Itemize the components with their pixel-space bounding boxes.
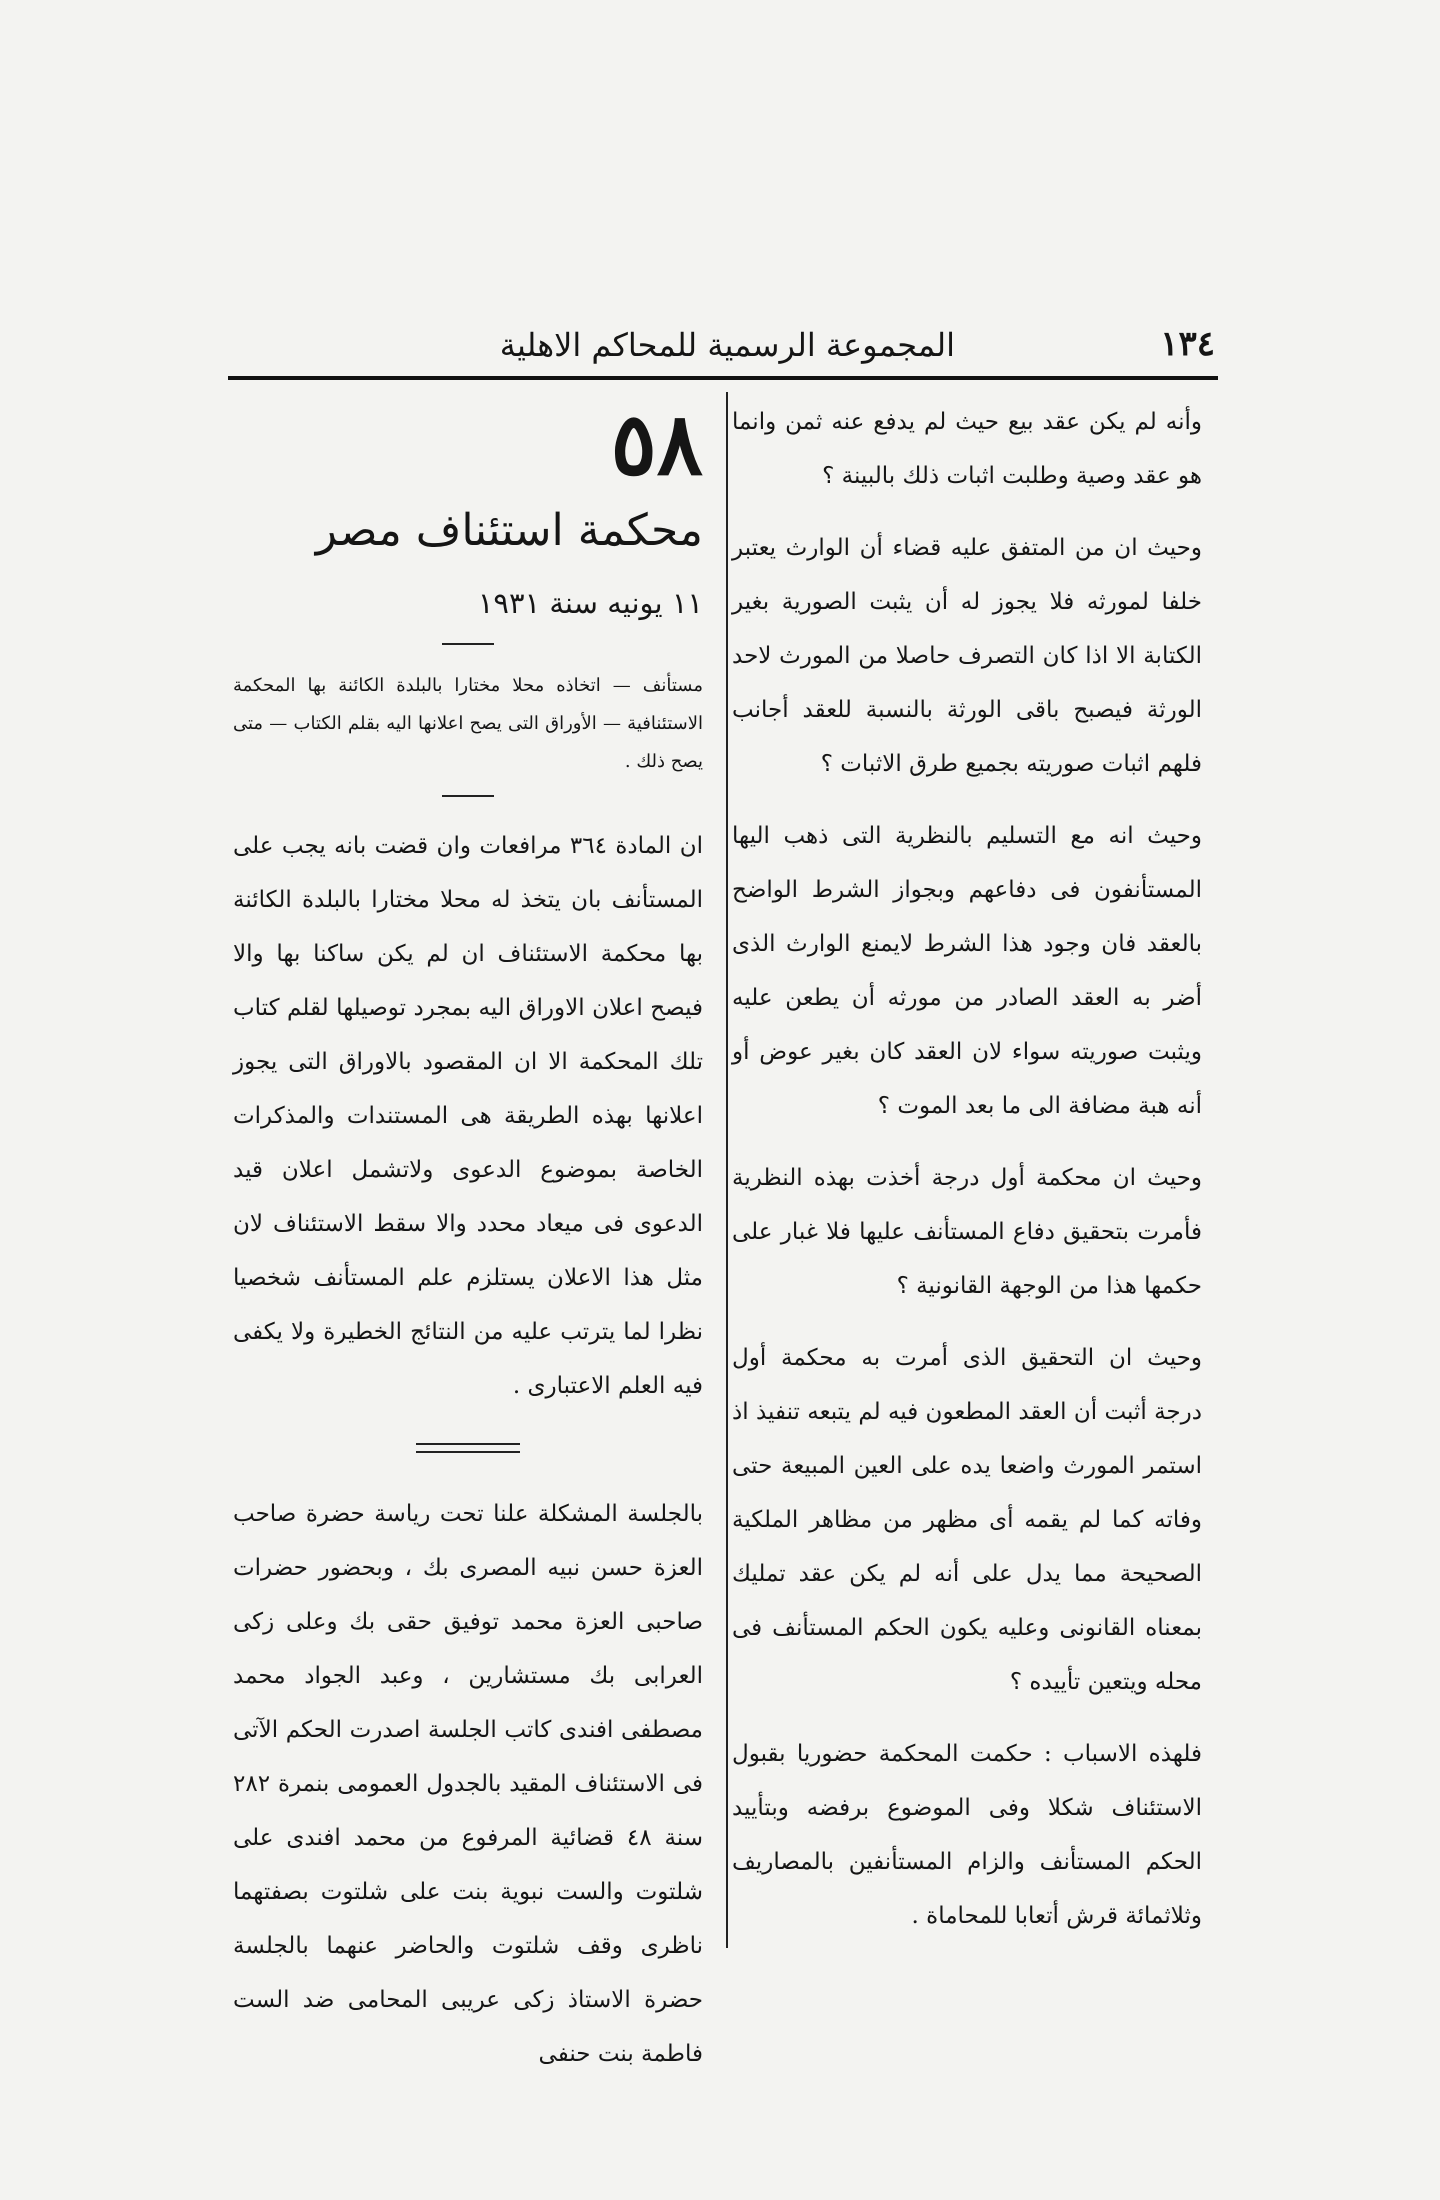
page-number: ١٣٤	[1160, 324, 1215, 364]
paragraph: وحيث ان التحقيق الذى أمرت به محكمة أول درجة أثبت أن العقد المطعون فيه لم يتبعه تنفيذ اذ استمر المورث واضعا يده على العين المبيعة حتى وفاته كما لم يقمه أى مظهر من مظاهر الملكية الصحيحة مما يدل على أنه لم يكن عقد تمليك بمعناه القانونى وعليه يكون الحكم المستأنف فى محله ويتعين تأييده ؟	[732, 1345, 1202, 1695]
headnote: مستأنف — اتخاذه محلا مختارا بالبلدة الكائنة بها المحكمة الاستئنافية — الأوراق التى يصح اعلانها اليه بقلم الكتاب — متى يصح ذلك .	[233, 675, 703, 772]
paragraph: وحيث انه مع التسليم بالنظرية التى ذهب اليها المستأنفون فى دفاعهم وبجواز الشرط الواضح بالعقد فان وجود هذا الشرط لايمنع الوارث الذى أضر به العقد الصادر من مورثه أن يطعن عليه ويثبت صوريته سواء لان العقد كان بغير عوض أو أنه هبة مضافة الى ما بعد الموت ؟	[732, 823, 1202, 1119]
case-number: ٥٨	[610, 394, 703, 495]
paragraph: وحيث ان من المتفق عليه قضاء أن الوارث يعتبر خلفا لمورثه فلا يجوز له أن يثبت الصورية بغير الكتابة الا اذا كان التصرف حاصلا من المورث لاحد الورثة فيصبح باقى الورثة بالنسبة للعقد أجانب فلهم اثبات صوريته بجميع طرق الاثبات ؟	[732, 535, 1202, 777]
paragraph: وحيث ان محكمة أول درجة أخذت بهذه النظرية فأمرت بتحقيق دفاع المستأنف عليها فلا غبار على حكمها هذا من الوجهة القانونية ؟	[732, 1165, 1202, 1299]
body-paragraph: ان المادة ٣٦٤ مرافعات وان قضت بانه يجب على المستأنف بان يتخذ له محلا مختارا بالبلدة الكائنة بها محكمة الاستئناف ان لم يكن ساكنا بها والا فيصح اعلان الاوراق اليه بمجرد توصيلها لقلم كتاب تلك المحكمة الا ان المقصود بالاوراق التى يجوز اعلانها بهذه الطريقة هى المستندات والمذكرات الخاصة بموضوع الدعوى ولاتشمل اعلان قيد الدعوى فى ميعاد محدد والا سقط الاستئناف لان مثل هذا الاعلان يستلزم علم المستأنف شخصيا نظرا لما يترتب عليه من النتائج الخطيرة ولا يكفى فيه العلم الاعتبارى .	[233, 833, 703, 1399]
double-divider	[416, 1443, 520, 1453]
header-rule	[228, 376, 1218, 380]
running-title: المجموعة الرسمية للمحاكم الاهلية	[499, 326, 955, 364]
left-column	[233, 395, 703, 2099]
section-divider	[442, 643, 494, 645]
session-paragraph: بالجلسة المشكلة علنا تحت رياسة حضرة صاحب العزة حسن نبيه المصرى بك ، وبحضور حضرات صاحبى العزة محمد توفيق حقى بك وعلى زكى العرابى بك مستشارين ، وعبد الجواد محمد مصطفى افندى كاتب الجلسة اصدرت الحكم الآتى فى الاستئناف المقيد بالجدول العمومى بنمرة ٢٨٢ سنة ٤٨ قضائية المرفوع من محمد افندى على شلتوت والست نبوية بنت على شلتوت بصفتهما ناظرى وقف شلتوت والحاضر عنهما بالجلسة حضرة الاستاذ زكى عريبى المحامى ضد الست فاطمة بنت حنفى	[233, 1501, 704, 2067]
right-column	[732, 395, 1202, 1961]
section-divider	[442, 795, 494, 797]
case-date: ١١ يونيه سنة ١٩٣١	[477, 586, 703, 620]
judgment-paragraph: فلهذه الاسباب : حكمت المحكمة حضوريا بقبول الاستئناف شكلا وفى الموضوع برفضه وبتأييد الحكم المستأنف والزام المستأنفين بالمصاريف وثلاثمائة قرش أتعابا للمحاماة .	[732, 1741, 1202, 1929]
column-divider	[726, 392, 728, 1948]
page-header	[225, 318, 1215, 370]
paragraph: وأنه لم يكن عقد بيع حيث لم يدفع عنه ثمن وانما هو عقد وصية وطلبت اثبات ذلك بالبينة ؟	[732, 409, 1202, 489]
court-name: محكمة استئناف مصر	[315, 505, 703, 556]
